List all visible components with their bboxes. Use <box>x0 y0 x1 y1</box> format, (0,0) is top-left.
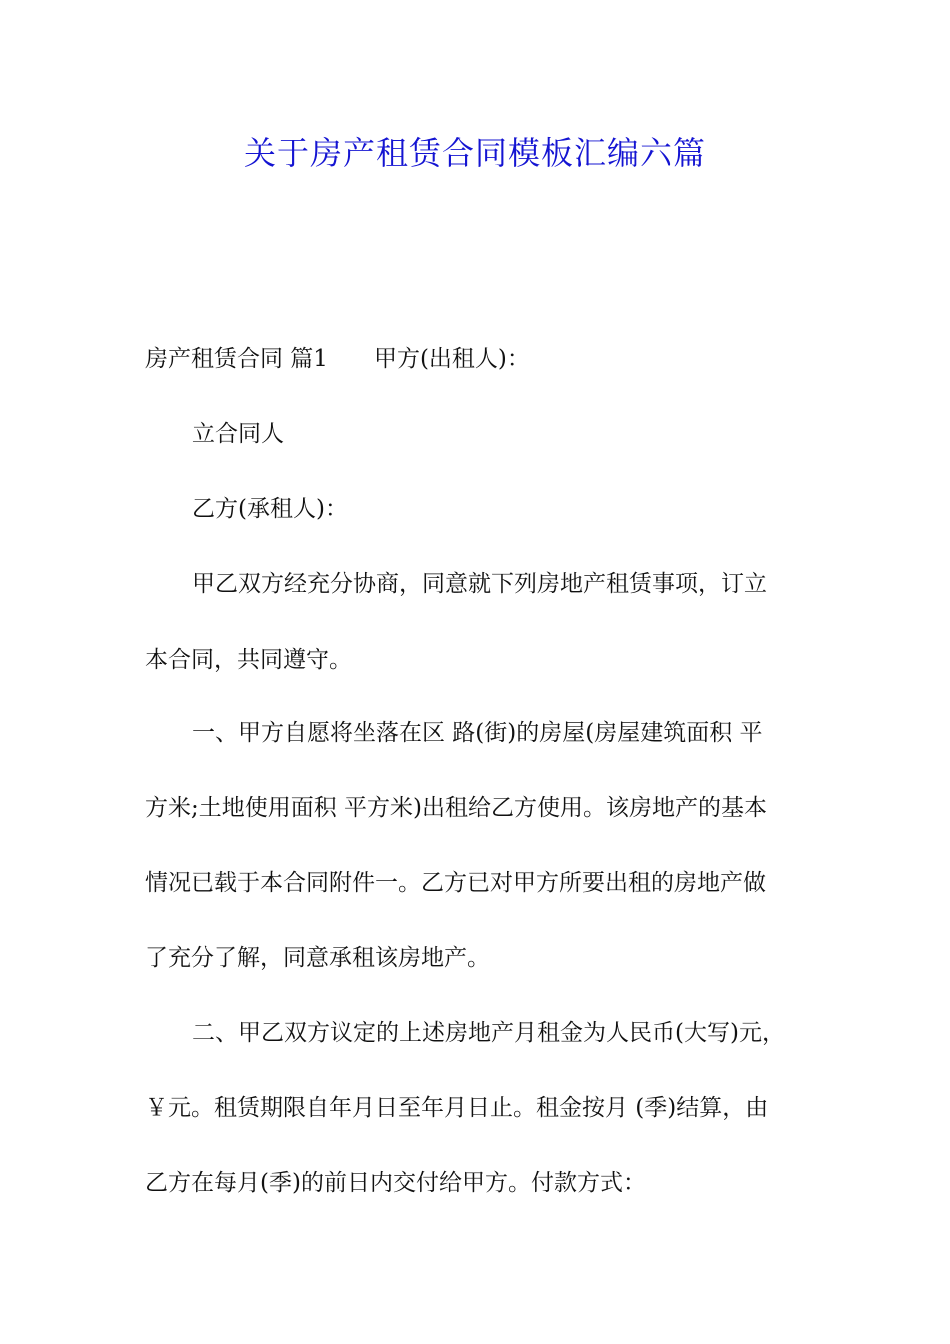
section-heading: 房产租赁合同 篇1 <box>145 346 328 372</box>
paragraph-line: ￥元。租赁期限自年月日至年月日止。租金按月 (季)结算，由 <box>145 1095 769 1121</box>
document-title: 关于房产租赁合同模板汇编六篇 <box>243 134 706 172</box>
paragraph-line: 乙方在每月(季)的前日内交付给甲方。付款方式： <box>145 1170 646 1196</box>
paragraph-line: 本合同，共同遵守。 <box>145 647 352 673</box>
section-heading-line <box>145 339 825 379</box>
paragraph-line: 了充分了解，同意承租该房地产。 <box>145 945 490 971</box>
paragraph-line: 二、甲乙双方议定的上述房地产月租金为人民币(大写)元， <box>192 1020 785 1046</box>
paragraph-line: 一、甲方自愿将坐落在区 路(街)的房屋(房屋建筑面积 平 <box>192 720 763 746</box>
paragraph-line: 甲乙双方经充分协商，同意就下列房地产租赁事项，订立 <box>192 571 767 597</box>
party-a-label: 甲方(出租人)： <box>373 346 530 372</box>
paragraph-line: 方米;土地使用面积 平方米)出租给乙方使用。该房地产的基本 <box>145 795 768 821</box>
paragraph-line: 情况已载于本合同附件一。乙方已对甲方所要出租的房地产做 <box>145 870 766 896</box>
paragraph-line: 立合同人 <box>192 421 284 447</box>
paragraph-line: 乙方(承租人)： <box>192 496 348 522</box>
